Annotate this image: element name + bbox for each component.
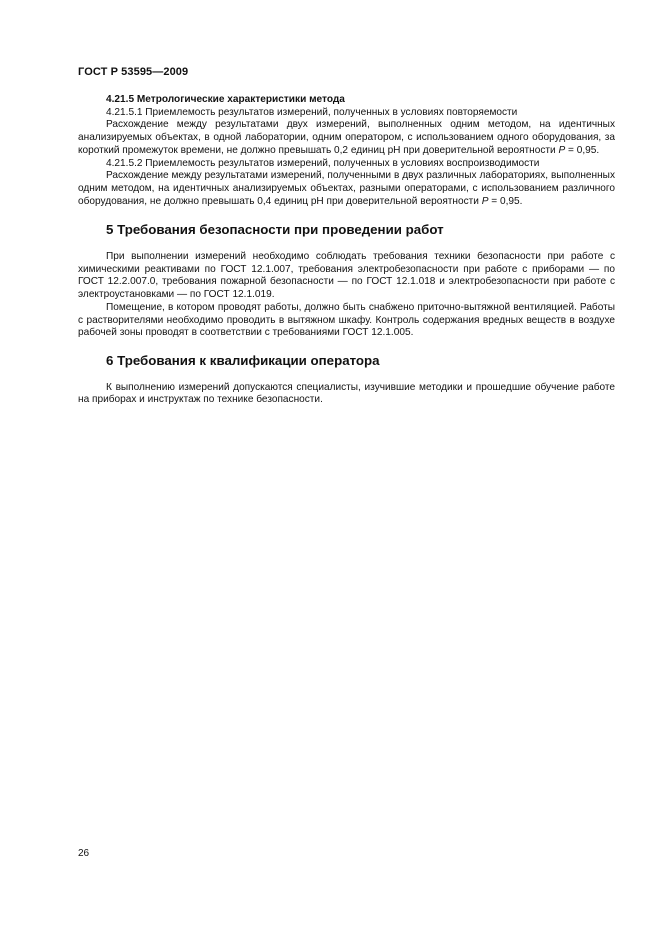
document-header: ГОСТ Р 53595—2009: [78, 66, 189, 78]
item-4-21-5-2-paragraph: [78, 170, 615, 208]
probability-value-1: = 0,95.: [565, 144, 600, 156]
section-6-paragraph-1: К выполнению измерений допускаются специалисты, изучившие методики и прошедшие обучение работе на приборах и инструктаж по технике безопасности.: [78, 381, 615, 406]
probability-symbol-1: P: [558, 144, 566, 156]
item-4-21-5-1-text: Расхождение между результатами двух измерений, выполненных одним методом, на идентичных анализируемых объектах, в одной лаборатории, одним оператором, с использованием одного оборудования, за короткий промежуток времени, не должно превышать 0,2 единиц pH при доверительной вероятности: [78, 119, 615, 156]
item-4-21-5-1-paragraph: [78, 119, 615, 157]
probability-value-2: = 0,95.: [488, 195, 523, 207]
item-4-21-5-1-heading: 4.21.5.1 Приемлемость результатов измерений, полученных в условиях повторяемости: [106, 106, 518, 118]
section-5-paragraph-2: Помещение, в котором проводят работы, должно быть снабжено приточно-вытяжной вентиляцией. Работы с растворителями необходимо проводить в вытяжном шкафу. Контроль содержания вредных веществ в воздухе рабочей зоны проводят в соответствии с требованиями ГОСТ 12.1.005.: [78, 301, 615, 339]
subsection-title-4-21-5: 4.21.5 Метрологические характеристики метода: [106, 94, 345, 105]
section-6-title: 6 Требования к квалификации оператора: [106, 352, 380, 368]
probability-symbol-2: P: [481, 195, 489, 207]
page-content: [78, 94, 615, 407]
page-number: 26: [78, 848, 90, 859]
item-4-21-5-2-heading: 4.21.5.2 Приемлемость результатов измерений, полученных в условиях воспроизводимости: [106, 157, 540, 169]
item-4-21-5-2-text: Расхождение между результатами измерений, полученными в двух различных лабораториях, выполненных одним методом, на идентичных анализируемых объектах, разными операторами, с использованием различного оборудования, не должно превышать 0,4 единиц pH при доверительной вероятности: [78, 170, 615, 207]
section-5-paragraph-1: При выполнении измерений необходимо соблюдать требования техники безопасности при работе с химическими реактивами по ГОСТ 12.1.007, требования электробезопасности при работе с приборами — по ГОСТ 12.2.007.0, требования пожарной безопасности — по ГОСТ 12.1.018 и электробезопасности при работе с электроустановками — по ГОСТ 12.1.019.: [78, 251, 615, 301]
section-5-title: 5 Требования безопасности при проведении работ: [106, 222, 444, 238]
